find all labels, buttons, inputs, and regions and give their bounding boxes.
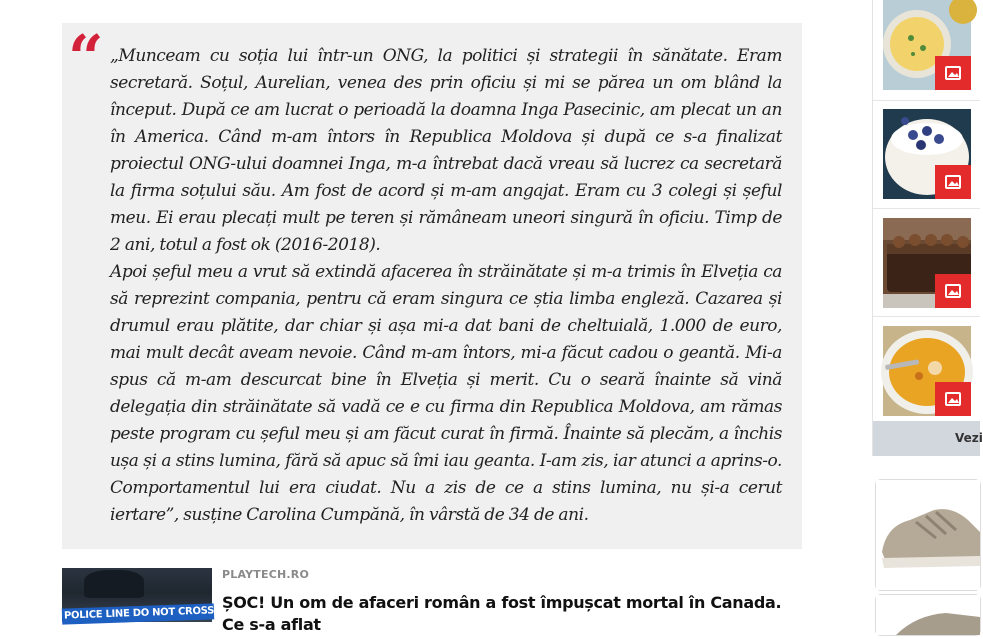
sidebar-item-soup[interactable] [883,326,971,416]
quote-paragraph: „Munceam cu soția lui într-un ONG, la politici și strategii în sănătate. Eram secretară. Soțul, Aurelian, venea des prin oficiu și mi se părea un om blând la început. După ce am lucrat o perioadă la doamna Inga Pasecinic, am plecat un an în America. Când m-am întors în Republica Moldova și după ce s-a finalizat proiectul ONG-ului doamnei Inga, m-a întrebat dacă vreau să lucrez ca secretară la firma soțului său. Am fost de acord și m-am angajat. Eram cu 3 colegi și șeful meu. Ei erau plecați mult pe teren și rămâneam uneori singură în oficiu. Timp de 2 ani, totul a fost ok (2016-2018). [110,46,782,255]
sneaker-photo [876,595,980,635]
divider [873,100,980,101]
sidebar-item-yogurt[interactable] [883,109,971,199]
related-article-source[interactable]: PLAYTECH.RO [222,568,309,581]
thumbnail-tree-shape [84,570,144,598]
image-icon [935,56,971,90]
quote-mark-icon: “ [68,21,104,94]
related-article[interactable] [62,568,802,634]
image-icon [935,274,971,308]
ad-product-card[interactable] [875,594,981,636]
divider [873,208,980,209]
ad-product-card[interactable] [875,479,981,591]
related-article-title[interactable]: ȘOC! Un om de afaceri român a fost împușcat mortal în Canada. Ce s-a aflat [222,593,782,634]
divider [873,316,980,317]
sidebar-gallery [872,0,983,456]
sidebar-item-omelette[interactable] [883,0,971,90]
related-article-thumbnail[interactable] [62,568,215,622]
sneaker-photo [876,480,980,590]
police-tape: POLICE LINE DO NOT CROSS [62,603,214,624]
quote-text [110,43,782,529]
article-quote [62,23,802,549]
image-icon [935,165,971,199]
sidebar-item-cake[interactable] [883,218,971,308]
see-more-button[interactable]: Vezi [873,421,980,456]
image-icon [935,382,971,416]
quote-paragraph: Apoi șeful meu a vrut să extindă afacerea în străinătate și m-a trimis în Elveția ca să reprezint compania, pentru că eram singura ce știa limba engleză. Cazarea și drumul erau plătite, dar chiar și așa mi-a dat bani de cheltuială, 1.000 de euro, mai mult decât aveam nevoie. Când m-am întors, mi-a făcut cadou o geantă. Mi-a spus că m-am descurcat bine în Elveția și merit. Cu o seară înainte să vină delegația din străinătate să vadă ce e cu firma din Republica Moldova, am rămas peste program cu șeful meu și am făcut curat în firmă. Înainte să plecăm, a închis ușa și a stins lumina, fără să apuc să îmi iau geanta. I-am zis, iar atunci a aprins-o. Comportamentul lui era ciudat. Nu a zis de ce a stins lumina, nu și-a cerut iertare”, susține Carolina Cumpănă, în vârstă de 34 de ani. [110,262,782,525]
